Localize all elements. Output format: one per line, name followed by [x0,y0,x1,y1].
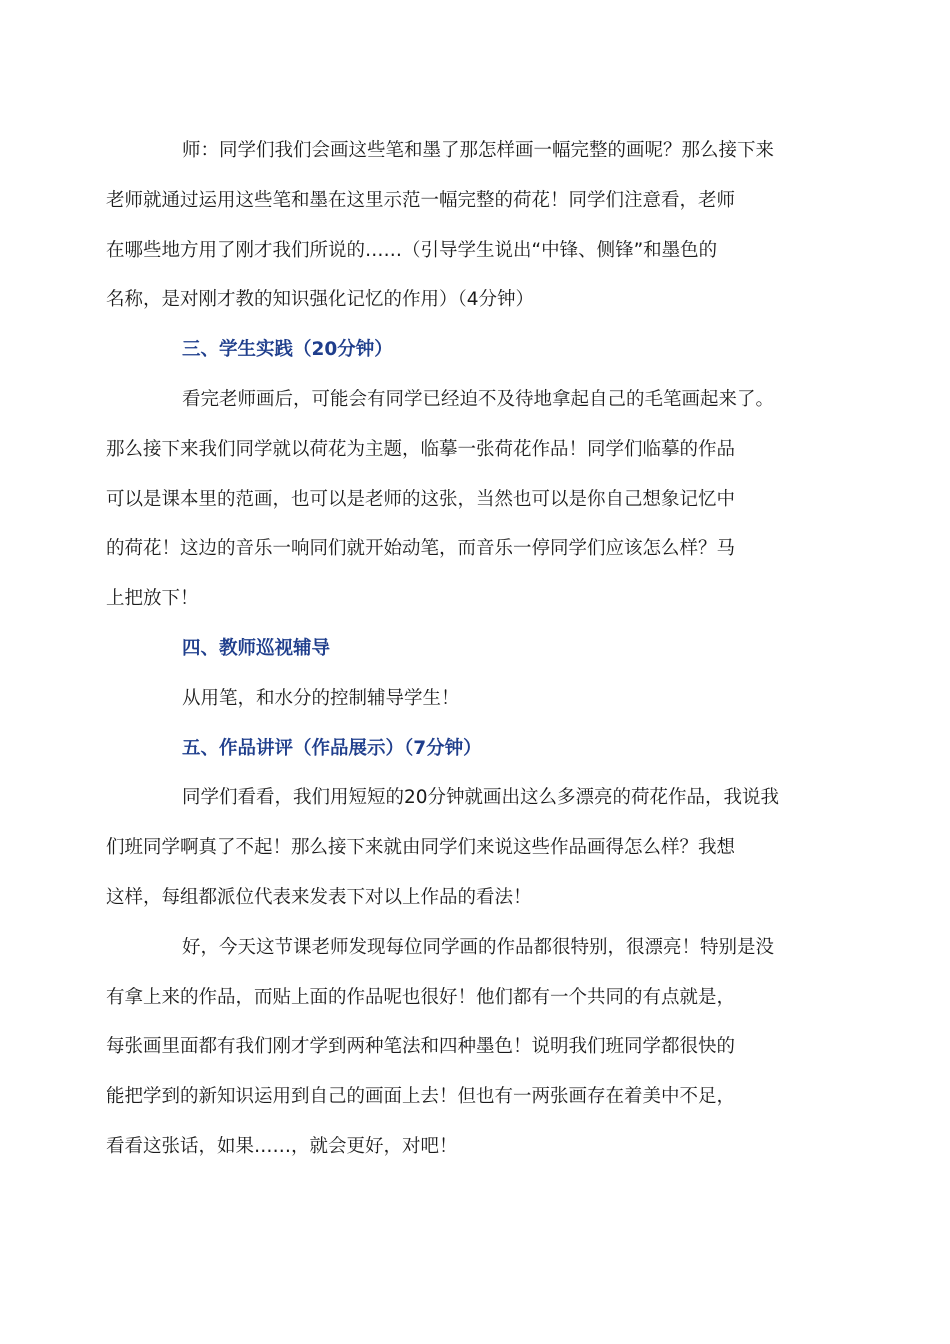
paragraph-work-review-2 [106,923,808,1172]
section-heading-student-practice: 三、学生实践（20分钟） [182,339,393,361]
paragraph-work-review-1 [106,773,808,922]
text-line: 上把放下！ [106,588,199,610]
text-line: 好，今天这节课老师发现每位同学画的作品都很特别，很漂亮！特别是没 [182,936,775,958]
paragraph-teacher-demo [106,126,808,325]
paragraph-teacher-patrol [144,674,808,724]
text-line: 有拿上来的作品，而贴上面的作品呢也很好！他们都有一个共同的有点就是， [106,986,736,1008]
text-line: 看看这张话，如果……，就会更好，对吧！ [106,1135,458,1157]
text-line: 们班同学啊真了不起！那么接下来就由同学们来说这些作品画得怎么样？我想 [106,837,736,859]
section-heading-work-review: 五、作品讲评（作品展示）（7分钟） [182,737,482,759]
text-line: 的荷花！这边的音乐一响同们就开始动笔，而音乐一停同学们应该怎么样？马 [106,538,736,560]
text-line: 每张画里面都有我们刚才学到两种笔法和四种墨色！说明我们班同学都很快的 [106,1036,736,1058]
document-body [106,126,808,1172]
paragraph-student-practice [106,375,808,624]
text-line: 从用笔，和水分的控制辅导学生！ [182,687,460,709]
text-line: 看完老师画后，可能会有同学已经迫不及待地拿起自己的毛笔画起来了。 [182,388,775,410]
text-line: 这样，每组都派位代表来发表下对以上作品的看法！ [106,886,532,908]
text-line: 老师就通过运用这些笔和墨在这里示范一幅完整的荷花！同学们注意看，老师 [106,189,736,211]
section-heading-teacher-patrol: 四、教师巡视辅导 [182,637,331,659]
text-line: 师：同学们我们会画这些笔和墨了那怎样画一幅完整的画呢？那么接下来 [182,140,775,161]
text-line: 名称，是对刚才教的知识强化记忆的作用）（4分钟） [106,289,535,311]
text-line: 在哪些地方用了刚才我们所说的……（引导学生说出“中锋、侧锋”和墨色的 [106,239,718,261]
text-line: 能把学到的新知识运用到自己的画面上去！但也有一两张画存在着美中不足， [106,1086,736,1108]
text-line: 那么接下来我们同学就以荷花为主题，临摹一张荷花作品！同学们临摹的作品 [106,438,736,460]
text-line: 可以是课本里的范画，也可以是老师的这张，当然也可以是你自己想象记忆中 [106,488,736,510]
text-line: 同学们看看，我们用短短的20分钟就画出这么多漂亮的荷花作品，我说我 [182,787,780,809]
